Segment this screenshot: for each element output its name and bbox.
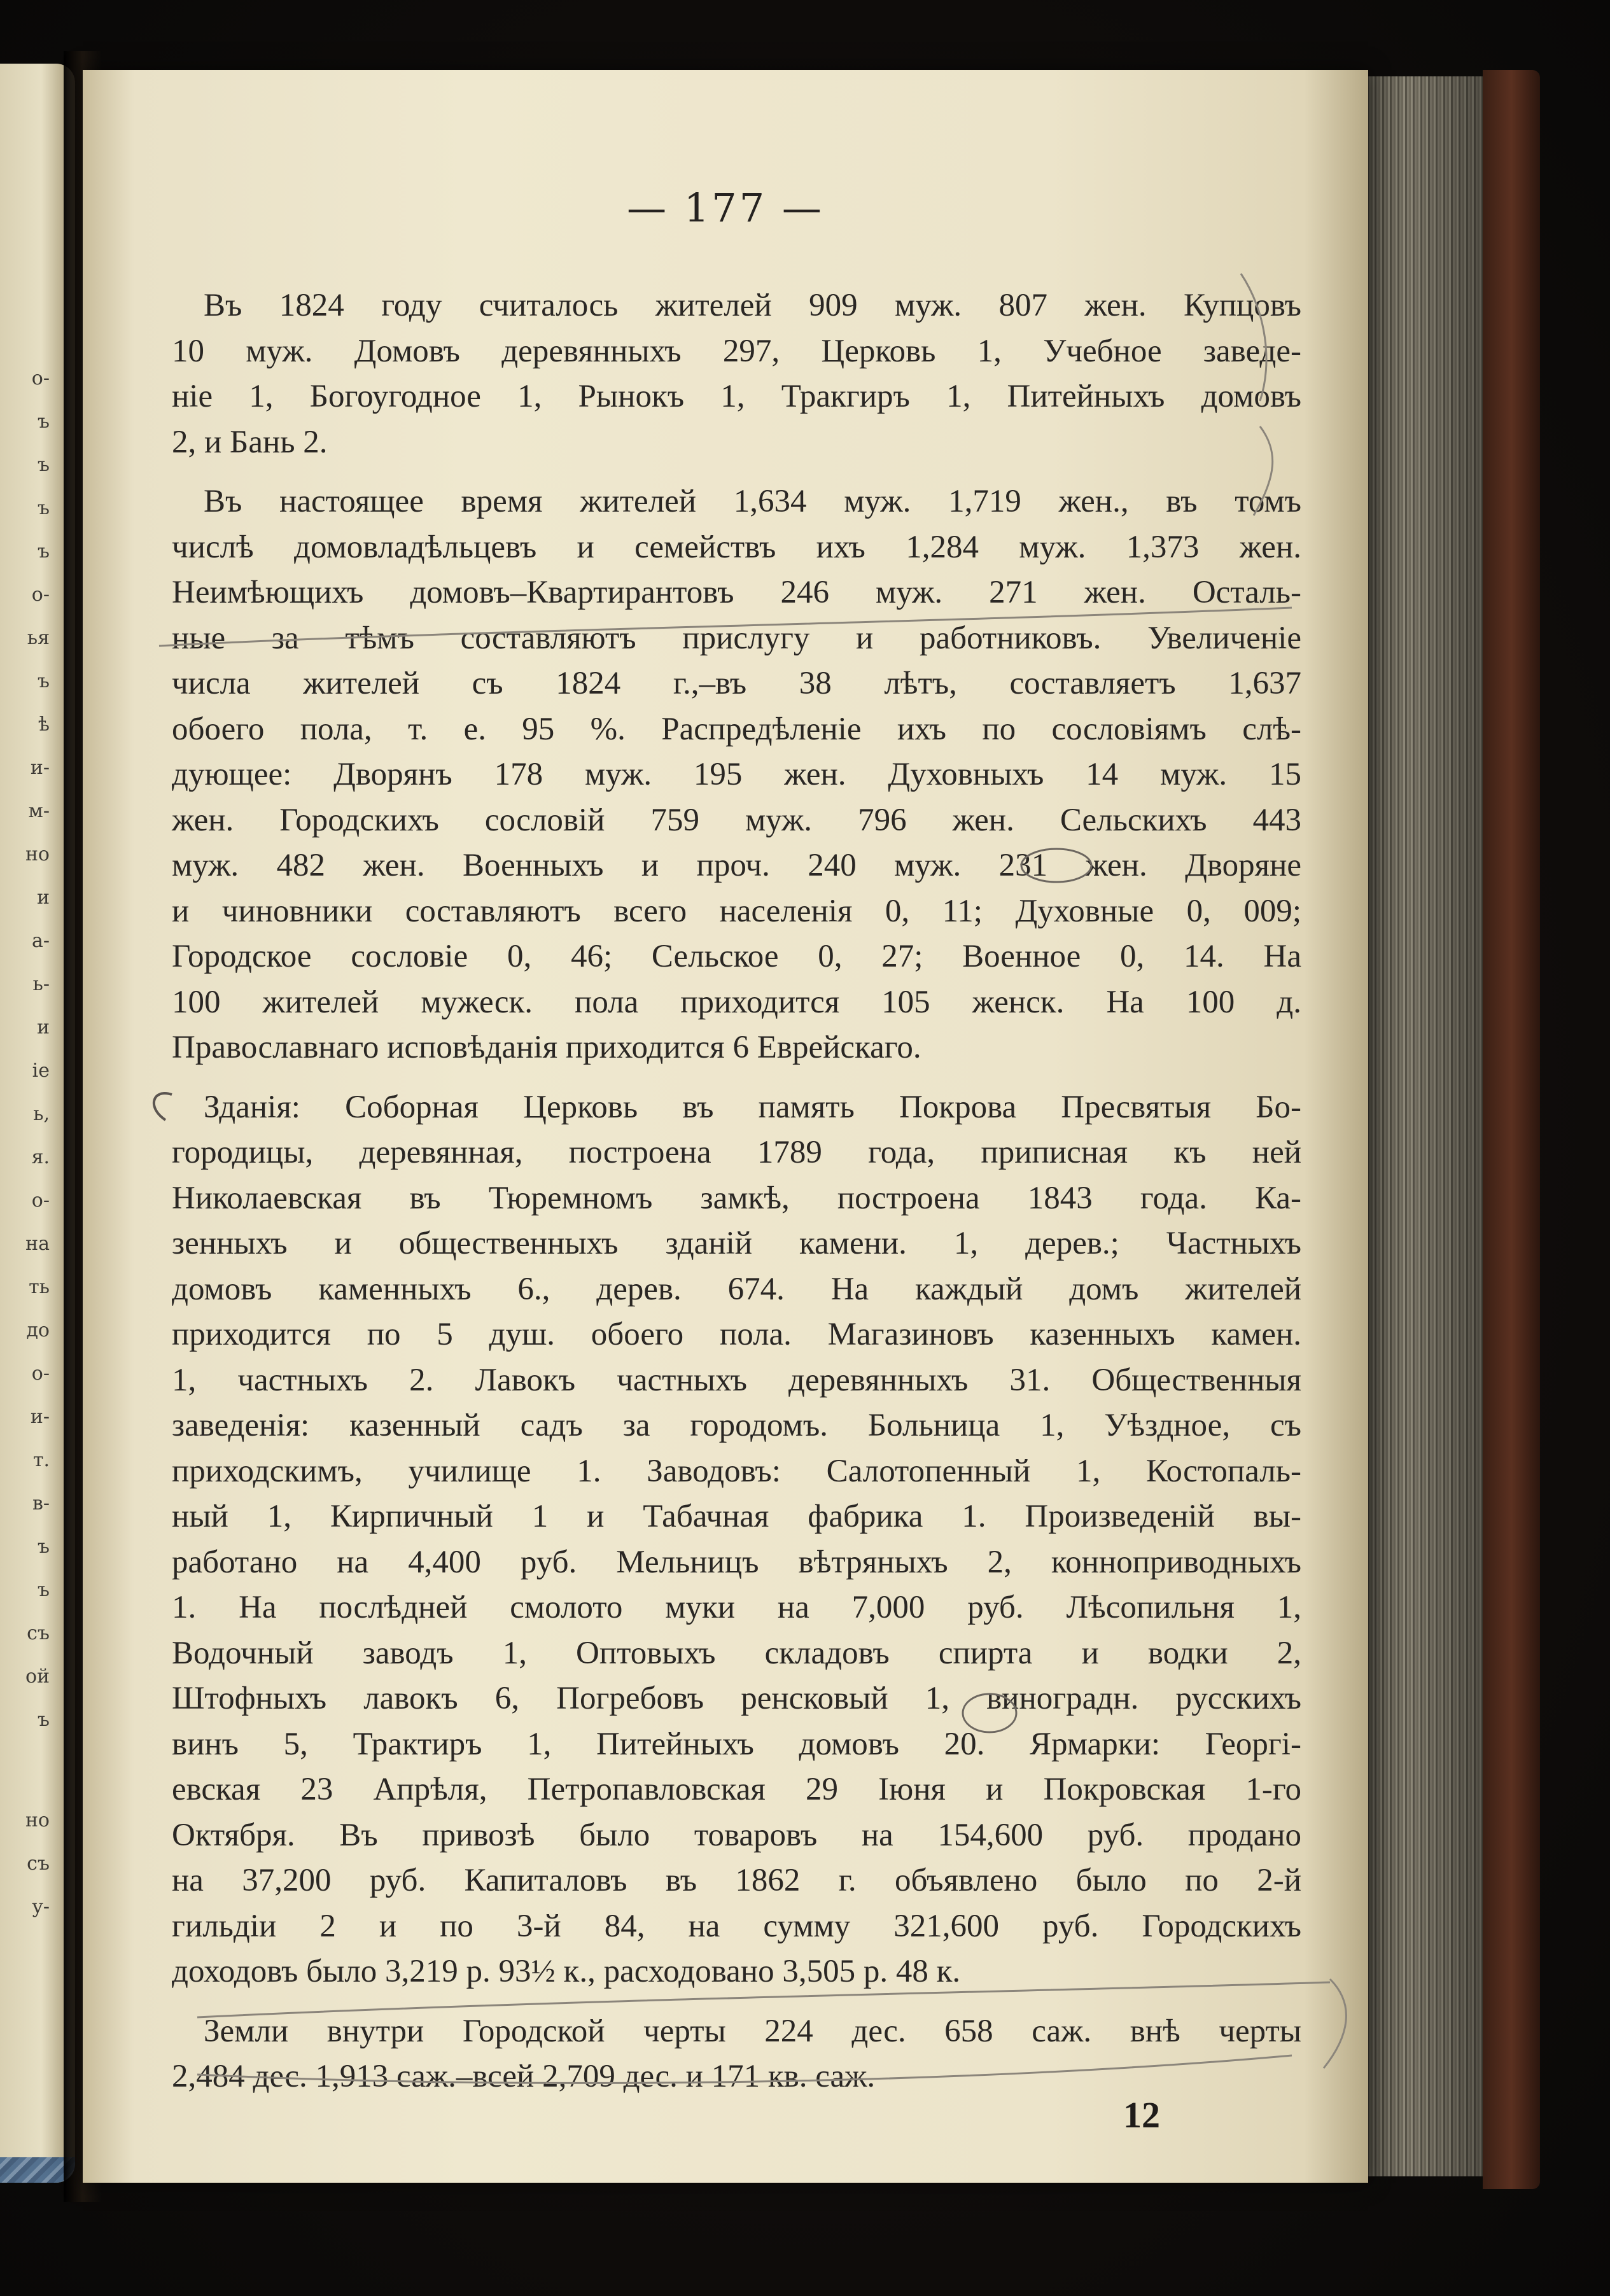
facing-page-fragment: о- (31, 367, 50, 389)
facing-page-fragment: ть (29, 1276, 50, 1298)
text-line: винъ 5, Трактиръ 1, Питейныхъ домовъ 20. Ярмарки: Георгі- (172, 1726, 1301, 1762)
text-line: Николаевская въ Тюремномъ замкѣ, построена 1843 года. Ка- (172, 1180, 1301, 1216)
facing-page-fragment: о- (31, 1189, 50, 1212)
text-line: ный 1, Кирпичный 1 и Табачная фабрика 1. Произведеній вы- (172, 1499, 1301, 1534)
text-line: доходовъ было 3,219 р. 93½ к., расходовано 3,505 р. 48 к. (172, 1954, 961, 1989)
text-line: 1, частныхъ 2. Лавокъ частныхъ деревянныхъ 31. Общественныя (172, 1362, 1301, 1398)
page-body-text (172, 283, 1301, 2114)
text-line: Въ 1824 году считалось жителей 909 муж. 807 жен. Купцовъ (204, 288, 1301, 323)
text-line: муж. 482 жен. Военныхъ и проч. 240 муж. 231 жен. Дворяне (172, 848, 1301, 883)
pencil-bracket-bottom-right (1324, 1979, 1346, 2068)
facing-page-fragment: ь, (33, 1103, 50, 1125)
facing-page-fragment: о- (31, 1362, 50, 1385)
text-line: Водочный заводъ 1, Оптовыхъ складовъ спирта и водки 2, (172, 1635, 1301, 1671)
facing-page-fragment: я. (31, 1146, 50, 1168)
text-line: 2, и Бань 2. (172, 424, 328, 460)
text-line: приходскимъ, училище 1. Заводовъ: Салотопенный 1, Костопаль- (172, 1453, 1301, 1489)
facing-page-fragment: ой (25, 1665, 50, 1688)
facing-page-fragment: съ (27, 1852, 50, 1875)
page-edges-shadow (1355, 76, 1483, 2176)
facing-page-fragment: ѣ (38, 713, 50, 736)
facing-page-fragment: м- (28, 800, 50, 822)
text-line: числа жителей съ 1824 г.,–въ 38 лѣтъ, составляетъ 1,637 (172, 666, 1301, 701)
text-line: домовъ каменныхъ 6., дерев. 674. На каждый домъ жителей (172, 1271, 1301, 1307)
text-line: городицы, деревянная, построена 1789 года, приписная къ ней (172, 1135, 1301, 1170)
facing-page-fragment: о- (31, 584, 50, 606)
facing-page-fragment: а- (31, 930, 50, 952)
text-line: и чиновники составляютъ всего населенія 0, 11; Духовные 0, 009; (172, 893, 1301, 929)
facing-page-fragment: ъ (37, 540, 50, 563)
facing-page-fragment: ья (27, 627, 50, 649)
text-paragraph (172, 479, 1301, 1071)
text-line: ніе 1, Богоугодное 1, Рынокъ 1, Тракгиръ 1, Питейныхъ домовъ (172, 379, 1301, 414)
text-line: гильдіи 2 и по 3-й 84, на сумму 321,600 руб. Городскихъ (172, 1908, 1301, 1944)
text-line: Земли внутри Городской черты 224 дес. 658 саж. внѣ черты (204, 2013, 1301, 2049)
text-line: евская 23 Апрѣля, Петропавловская 29 Іюня и Покровская 1-го (172, 1772, 1301, 1807)
facing-page-fragment: и- (30, 757, 50, 779)
text-line: заведенія: казенный садъ за городомъ. Больница 1, Уѣздное, съ (172, 1408, 1301, 1443)
facing-page-fragment: ь- (32, 973, 50, 995)
text-line: работано на 4,400 руб. Мельницъ вѣтряныхъ 2, конноприводныхъ (172, 1544, 1301, 1580)
text-line: дующее: Дворянъ 178 муж. 195 жен. Духовныхъ 14 муж. 15 (172, 757, 1301, 792)
facing-page-fragment: ъ (37, 1709, 50, 1731)
text-paragraph (172, 1085, 1301, 1995)
text-line: Октября. Въ привозѣ было товаровъ на 154,600 руб. продано (172, 1817, 1301, 1853)
text-line: Въ настоящее время жителей 1,634 муж. 1,719 жен., въ томъ (204, 484, 1301, 519)
signature-mark: 12 (1123, 2094, 1160, 2136)
text-line: Православнаго исповѣданія приходится 6 Еврейскаго. (172, 1030, 921, 1065)
facing-page-fragment: в- (32, 1492, 50, 1515)
text-line: Зданія: Соборная Церковь въ память Покрова Пресвятыя Бо- (204, 1089, 1301, 1125)
facing-page-fragment: ъ (37, 497, 50, 519)
facing-page-fragment: т. (32, 1449, 50, 1471)
facing-page-fragment: у- (32, 1896, 50, 1918)
page-number-header: — 177 — (627, 185, 824, 231)
facing-page-fragment: но (25, 1809, 50, 1831)
facing-page-fragment: ъ (37, 1579, 50, 1601)
text-line: приходится по 5 душ. обоего пола. Магазиновъ казенныхъ камен. (172, 1317, 1301, 1352)
text-line: 1. На послѣдней смолото муки на 7,000 руб. Лѣсопильня 1, (172, 1590, 1301, 1625)
facing-page-fragment: ъ (37, 410, 50, 433)
facing-page-fragment: съ (27, 1622, 50, 1644)
facing-page-fragment: іе (32, 1060, 50, 1082)
facing-page-fragment: до (26, 1319, 50, 1341)
text-paragraph (172, 2009, 1301, 2100)
text-line: Городское сословіе 0, 46; Сельское 0, 27; Военное 0, 14. На (172, 939, 1301, 974)
text-line: Неимѣющихъ домовъ–Квартирантовъ 246 муж. 271 жен. Осталь- (172, 575, 1301, 610)
facing-page-fragment: и (37, 1016, 50, 1039)
text-line: на 37,200 руб. Капиталовъ въ 1862 г. объявлено было по 2-й (172, 1863, 1301, 1898)
text-line: 100 жителей мужеск. пола приходится 105 женск. На 100 д. (172, 984, 1301, 1020)
text-line: 2,484 дес. 1,913 саж.–всей 2,709 дес. и 171 кв. саж. (172, 2059, 876, 2094)
text-line: ные за тѣмъ составляютъ прислугу и работниковъ. Увеличеніе (172, 620, 1301, 656)
facing-page-fragment: но (25, 843, 50, 865)
text-line: зенныхъ и общественныхъ зданій камени. 1, дерев.; Частныхъ (172, 1226, 1301, 1261)
facing-page-fragment: ъ (37, 670, 50, 692)
facing-page-fragment: на (25, 1233, 50, 1255)
text-line: числѣ домовладѣльцевъ и семействъ ихъ 1,284 муж. 1,373 жен. (172, 529, 1301, 565)
text-line: жен. Городскихъ сословій 759 муж. 796 жен. Сельскихъ 443 (172, 802, 1301, 838)
text-line: 10 муж. Домовъ деревянныхъ 297, Церковь 1, Учебное заведе- (172, 333, 1301, 369)
text-paragraph (172, 283, 1301, 465)
book-cover-edge (1483, 70, 1540, 2189)
text-line: обоего пола, т. е. 95 %. Распредѣленіе ихъ по сословіямъ слѣ- (172, 711, 1301, 747)
text-line: Штофныхъ лавокъ 6, Погребовъ ренсковый 1, виноградн. русскихъ (172, 1681, 1301, 1716)
facing-page-fragment: ъ (37, 454, 50, 476)
facing-page-fragment: и (37, 886, 50, 909)
facing-page-fragment: ъ (37, 1536, 50, 1558)
pencil-mark-left-para (154, 1093, 172, 1120)
book-page (83, 70, 1368, 2183)
facing-page-fragment: и- (30, 1406, 50, 1428)
